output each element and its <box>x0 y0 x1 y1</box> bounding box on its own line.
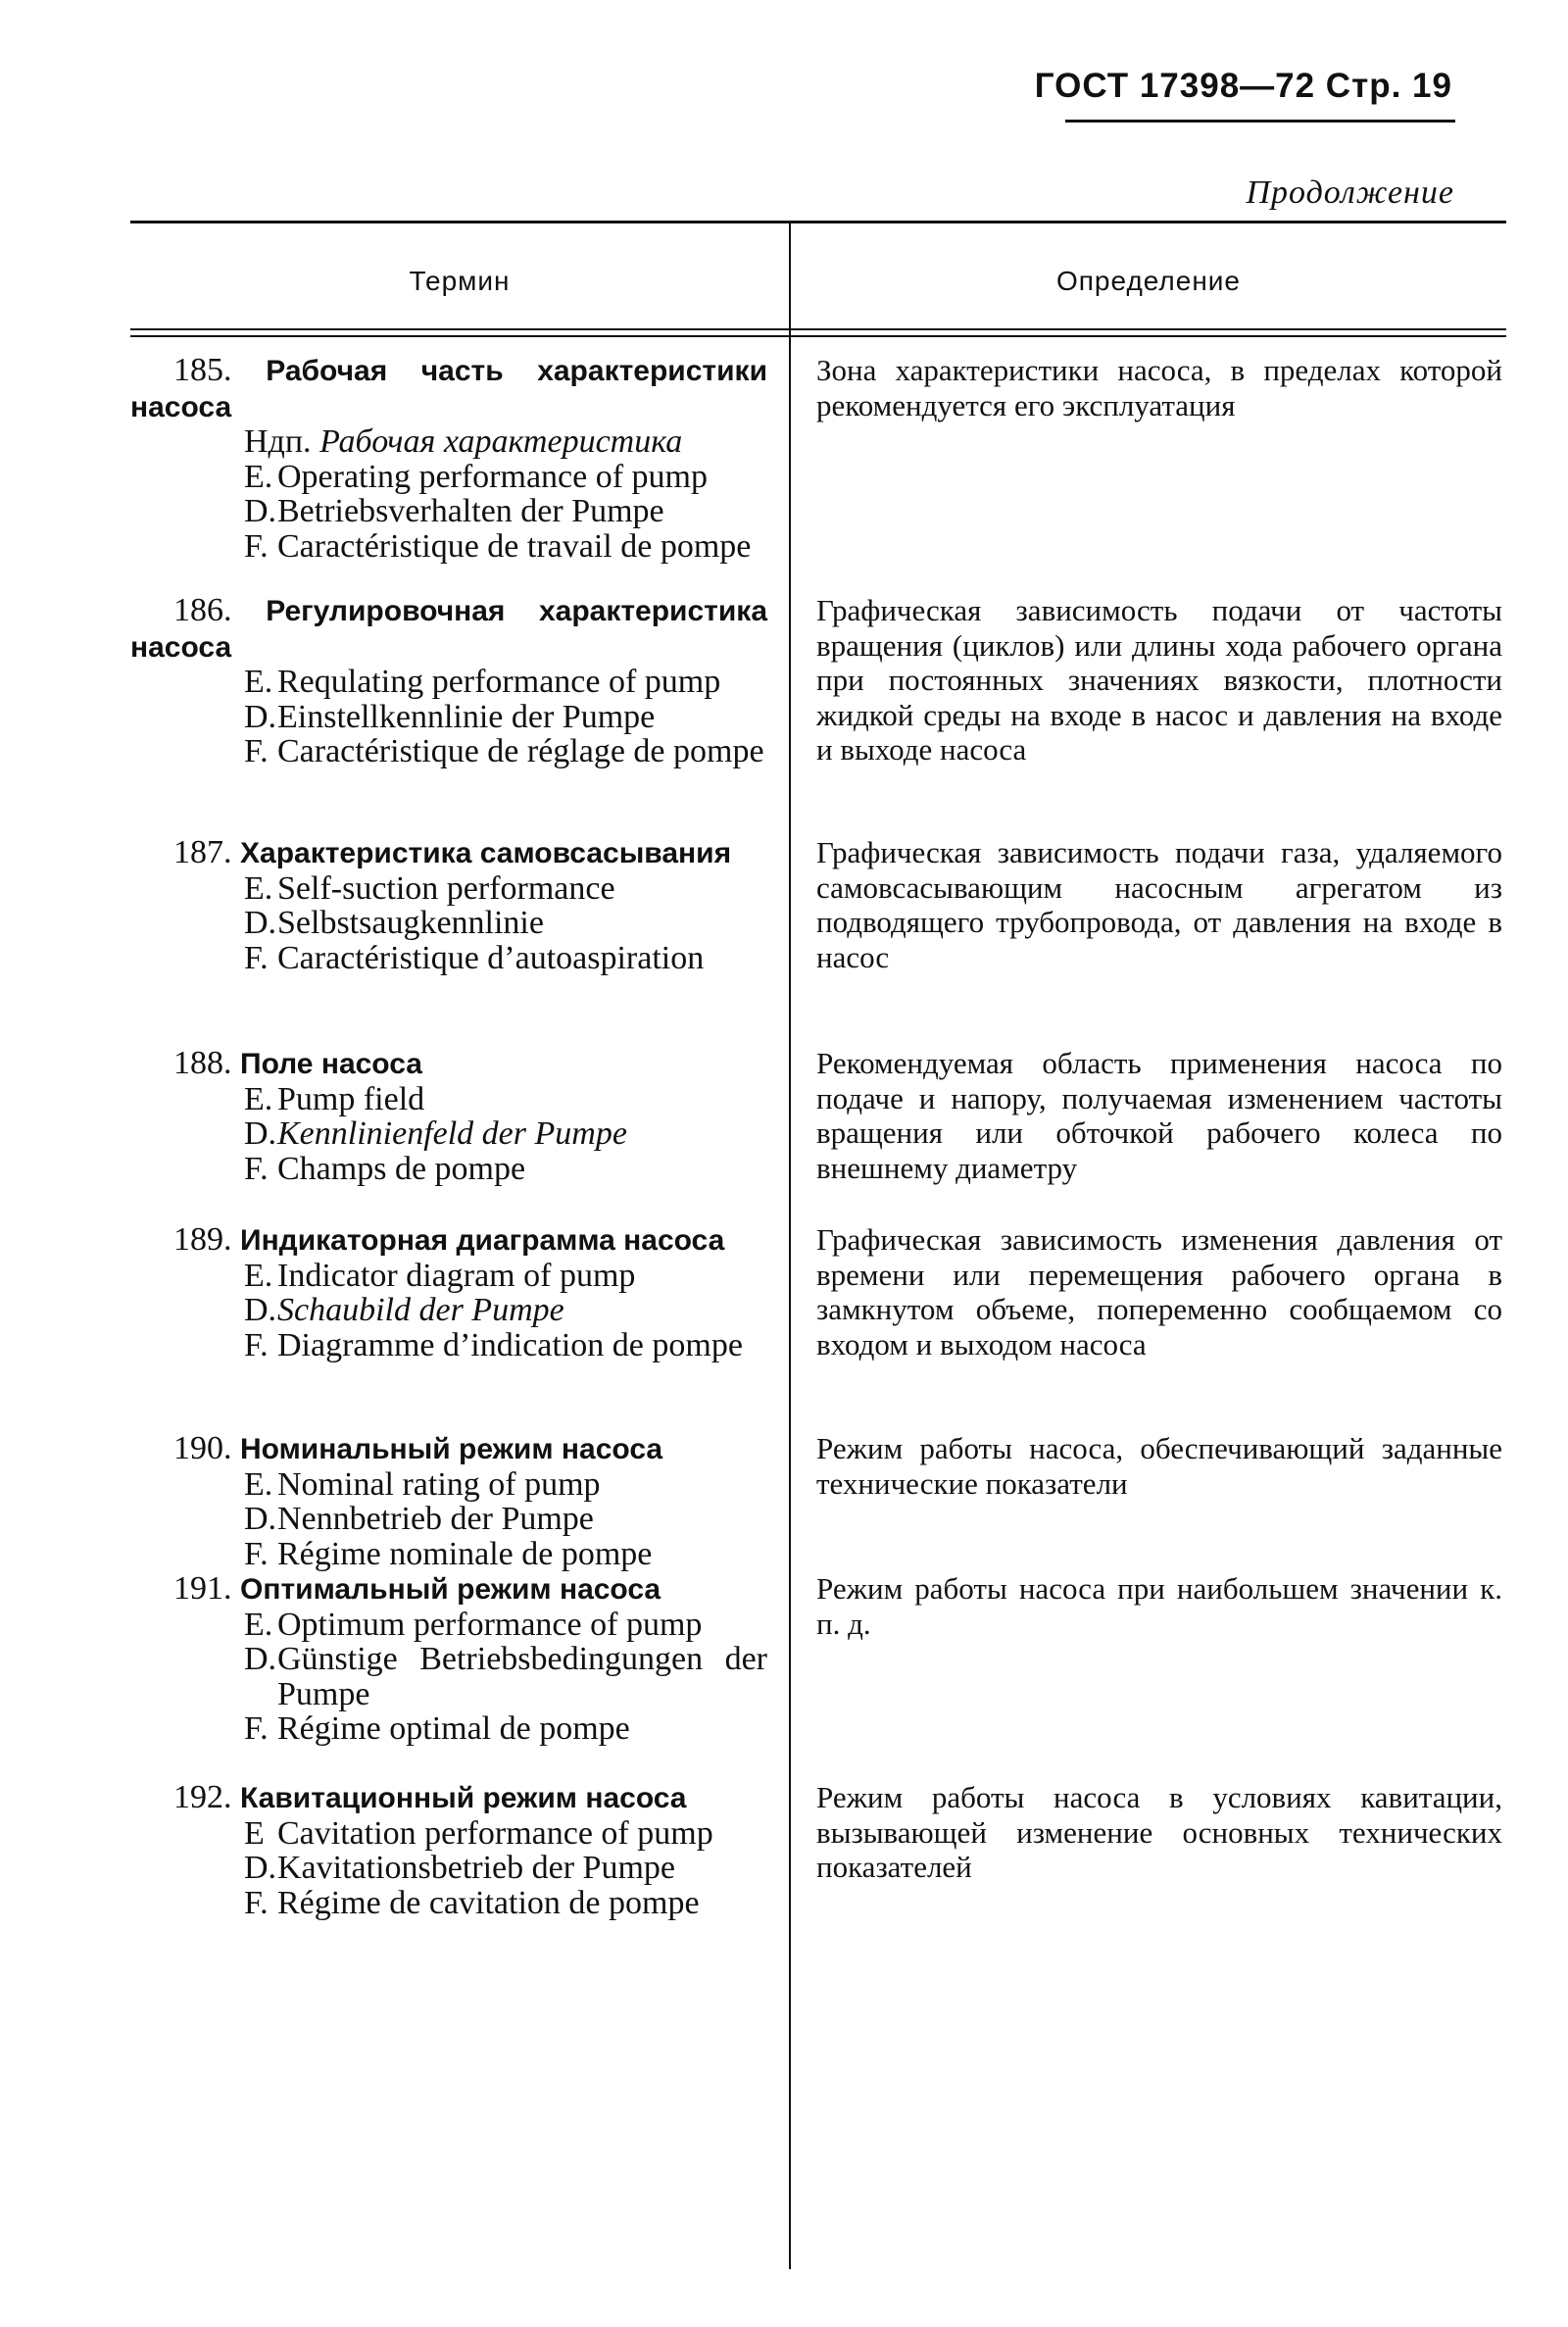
definition-cell: Графическая зависимость подачи газа, удаляемого самовсасывающим насосным агрегатом из подводящего трубопровода, от давления на входе в насос <box>816 835 1502 974</box>
lang-text: Nominal rating of pump <box>277 1465 601 1503</box>
lang-code: E. <box>244 1465 273 1503</box>
equivalent-english <box>244 1608 767 1643</box>
equivalent-french <box>244 1711 767 1747</box>
non-preferred-synonym <box>130 424 767 460</box>
term-number: 185. <box>173 352 232 388</box>
term-cell <box>130 1046 787 1222</box>
equivalent-english <box>244 665 767 700</box>
lang-text: Régime optimal de pompe <box>277 1710 630 1747</box>
term-heading <box>130 1780 767 1816</box>
table-header-rule <box>130 328 1506 330</box>
term-heading <box>130 1431 767 1467</box>
equivalent-german <box>244 1116 767 1152</box>
table-top-rule <box>130 221 1506 223</box>
lang-text: Requlating performance of pump <box>277 664 721 700</box>
column-header-term: Термин <box>409 266 511 296</box>
lang-text: Caractéristique de travail de pompe <box>277 527 752 565</box>
lang-text: Schaubild der Pumpe <box>277 1292 564 1328</box>
term-heading <box>130 835 767 871</box>
lang-text: Nennbetrieb der Pumpe <box>277 1501 594 1537</box>
lang-code: F. <box>244 1710 269 1747</box>
table-header-rule-double <box>130 335 1506 337</box>
lang-code: D. <box>244 493 277 529</box>
definition-cell: Графическая зависимость подачи от частоты вращения (циклов) или длины хода рабочего органа при постоянных значениях вязкости, плотности жидкой среды на входе в насос и давления на входе и выходе насоса <box>816 593 1502 767</box>
lang-code: E. <box>244 458 273 495</box>
equivalent-french <box>244 1328 767 1363</box>
term-name: Рабочая часть характеристики насоса <box>130 355 768 423</box>
definition-cell: Графическая зависимость изменения давления от времени или перемещения рабочего органа в замкнутом объеме, попеременно сообщаемом со входом и выходом насоса <box>816 1222 1502 1362</box>
definition-cell: Рекомендуемая область применения насоса по подаче и напору, получаемая изменением частоты вращения или обточкой рабочего колеса по внешнему диаметру <box>816 1046 1502 1185</box>
equivalent-german <box>244 1642 767 1711</box>
term-heading <box>130 1222 767 1259</box>
term-cell <box>130 1431 787 1571</box>
term-name: Характеристика самовсасывания <box>240 837 732 869</box>
term-number: 189. <box>173 1221 232 1258</box>
term-heading <box>130 1571 767 1608</box>
term-number: 192. <box>173 1779 232 1815</box>
lang-text: Einstellkennlinie der Pumpe <box>277 698 656 735</box>
table-row <box>130 353 1506 593</box>
term-number: 188. <box>173 1045 232 1081</box>
term-number: 186. <box>173 592 232 628</box>
lang-code: D. <box>244 1641 277 1677</box>
lang-text: Indicator diagram of pump <box>277 1257 636 1294</box>
equivalent-french <box>244 529 767 565</box>
definition-cell: Зона характеристики насоса, в пределах которой рекомендуется его эксплуатация <box>816 353 1502 422</box>
equivalent-english <box>244 1467 767 1503</box>
lang-text: Günstige Betriebsbedingungen der Pumpe <box>277 1641 767 1712</box>
equivalent-french <box>244 1537 767 1572</box>
table-row <box>130 1431 1506 1571</box>
definition-cell: Режим работы насоса, обеспечивающий заданные технические показатели <box>816 1431 1502 1501</box>
term-cell <box>130 1222 787 1431</box>
equivalent-german <box>244 1293 767 1328</box>
lang-code: D. <box>244 1501 277 1537</box>
lang-code: D. <box>244 698 277 735</box>
lang-text: Régime de cavitation de pompe <box>277 1884 700 1921</box>
terms-table <box>130 221 1506 2269</box>
term-cell <box>130 1571 787 1780</box>
term-cell <box>130 835 787 1046</box>
term-name: Регулировочная характеристика насоса <box>130 595 767 664</box>
lang-text: Pump field <box>277 1080 425 1117</box>
lang-text: Optimum performance of pump <box>277 1606 703 1643</box>
term-name: Поле насоса <box>240 1048 422 1080</box>
equivalent-french <box>244 1886 767 1921</box>
synonym-text: Рабочая характеристика <box>319 423 683 460</box>
term-cell <box>130 593 787 835</box>
lang-text: Selbstsaugkennlinie <box>277 905 544 941</box>
term-name: Кавитационный режим насоса <box>240 1782 687 1814</box>
synonym-prefix: Ндп. <box>244 423 312 460</box>
lang-code: F. <box>244 527 269 565</box>
term-name: Оптимальный режим насоса <box>240 1573 662 1606</box>
lang-code: F. <box>244 1326 269 1363</box>
equivalent-french <box>244 941 767 976</box>
lang-text: Caractéristique d’autoaspiration <box>277 939 705 976</box>
term-number: 190. <box>173 1430 232 1466</box>
table-row <box>130 835 1506 1046</box>
equivalent-german <box>244 494 767 529</box>
term-number: 187. <box>173 834 232 870</box>
header-rule <box>1065 120 1455 123</box>
equivalent-german <box>244 700 767 735</box>
equivalent-english <box>244 1082 767 1117</box>
equivalent-english <box>244 1259 767 1294</box>
lang-code: D. <box>244 1292 277 1328</box>
lang-code: F. <box>244 733 269 769</box>
standard-page-label: ГОСТ 17398—72 Стр. 19 <box>1034 67 1452 105</box>
term-name: Индикаторная диаграмма насоса <box>240 1224 725 1257</box>
entries-list <box>130 353 1506 2035</box>
lang-code: E <box>244 1814 265 1852</box>
equivalent-french <box>244 1152 767 1187</box>
lang-code: E. <box>244 1257 273 1294</box>
term-cell <box>130 353 787 593</box>
equivalent-english <box>244 1816 767 1852</box>
equivalent-german <box>244 906 767 941</box>
lang-code: E. <box>244 1080 273 1117</box>
page-header <box>1035 67 1452 106</box>
term-heading <box>130 1046 767 1082</box>
lang-text: Champs de pompe <box>277 1150 526 1187</box>
lang-text: Caractéristique de réglage de pompe <box>277 733 764 769</box>
column-header-definition: Определение <box>1055 266 1242 296</box>
lang-code: F. <box>244 1884 269 1921</box>
lang-text: Operating performance of pump <box>277 458 708 495</box>
lang-text: Betriebsverhalten der Pumpe <box>277 493 664 529</box>
lang-text: Self-suction performance <box>277 869 615 907</box>
table-row <box>130 1780 1506 2035</box>
table-row <box>130 593 1506 835</box>
table-row <box>130 1046 1506 1222</box>
equivalent-german <box>244 1502 767 1537</box>
lang-code: E. <box>244 1606 273 1643</box>
table-row <box>130 1571 1506 1780</box>
lang-code: E. <box>244 664 273 700</box>
lang-text: Kennlinienfeld der Pumpe <box>277 1115 627 1152</box>
lang-code: D. <box>244 1850 277 1886</box>
term-heading <box>130 353 767 424</box>
term-name: Номинальный режим насоса <box>240 1433 663 1465</box>
term-heading <box>130 593 767 665</box>
equivalent-german <box>244 1851 767 1886</box>
equivalent-english <box>244 460 767 495</box>
term-number: 191. <box>173 1570 232 1607</box>
lang-text: Kavitationsbetrieb der Pumpe <box>277 1850 676 1886</box>
lang-text: Diagramme d’indication de pompe <box>277 1326 743 1363</box>
definition-cell: Режим работы насоса в условиях кавитации, вызывающей изменение основных технических показателей <box>816 1780 1502 1884</box>
lang-code: F. <box>244 1535 269 1572</box>
lang-code: F. <box>244 939 269 976</box>
lang-text: Régime nominale de pompe <box>277 1535 653 1572</box>
continuation-label: Продолжение <box>1246 174 1454 211</box>
lang-code: D. <box>244 905 277 941</box>
table-row <box>130 1222 1506 1431</box>
term-cell <box>130 1780 787 2035</box>
equivalent-english <box>244 871 767 907</box>
lang-code: D. <box>244 1115 277 1152</box>
equivalent-french <box>244 734 767 769</box>
lang-text: Cavitation performance of pump <box>277 1814 713 1852</box>
definition-cell: Режим работы насоса при наибольшем значении к. п. д. <box>816 1571 1502 1641</box>
lang-code: E. <box>244 869 273 907</box>
lang-code: F. <box>244 1150 269 1187</box>
